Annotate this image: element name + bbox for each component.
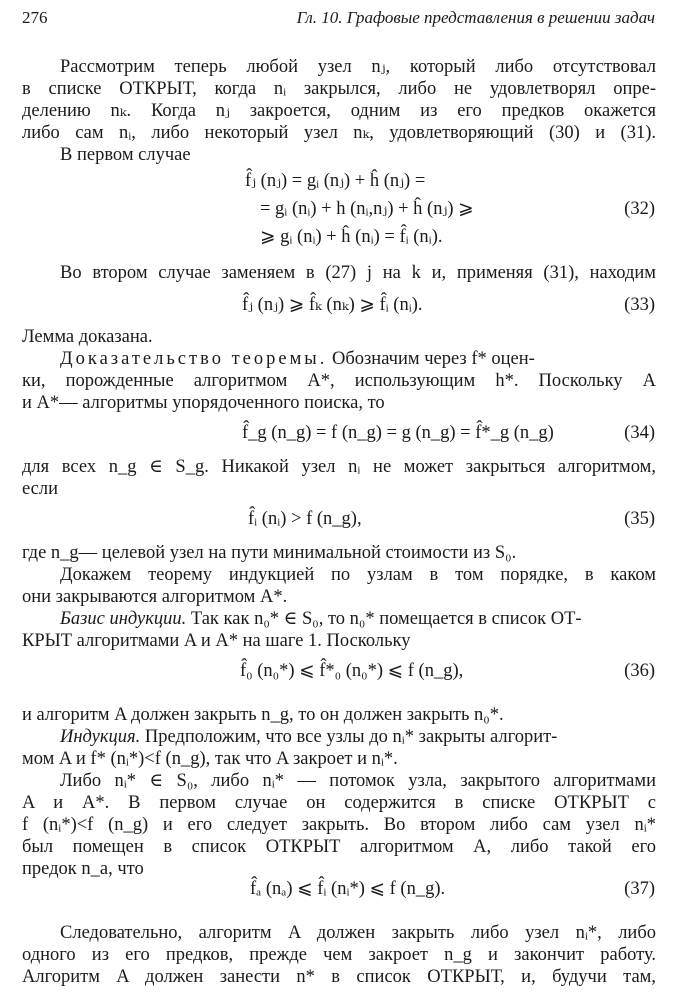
- text-line: Лемма доказана.: [22, 327, 153, 347]
- text-line: делению nₖ. Когда nⱼ закроется, одним из его предков окажется: [22, 101, 656, 121]
- equation-34: f̂_g (n_g) = f (n_g) = g (n_g) = f̂*_g (n_g): [242, 423, 554, 443]
- text-line: одного из его предков, прежде чем закроет n_g и закончит работу.: [22, 945, 656, 965]
- text-run: Так как n₀* ∈ S₀, то n₀* помещается в список ОТ-: [186, 609, 582, 629]
- text-run: Обозначим через f* оцен-: [327, 349, 535, 369]
- equation-32-line-3: ⩾ gᵢ (nᵢ) + ĥ (nᵢ) = f̂ᵢ (nᵢ).: [260, 227, 443, 247]
- text-line: либо сам nᵢ, либо некоторый узел nₖ, удовлетворяющий (30) и (31).: [22, 123, 656, 143]
- equation-33: f̂ⱼ (nⱼ) ⩾ f̂ₖ (nₖ) ⩾ f̂ᵢ (nᵢ).: [242, 295, 423, 315]
- equation-number-32: (32): [624, 199, 655, 219]
- text-line: предок n_a, что: [22, 859, 144, 879]
- text-line: если: [22, 479, 59, 499]
- text-line: для всех n_g ∈ S_g. Никакой узел nᵢ не может закрыться алгоритмом,: [22, 457, 656, 477]
- text-line: [22, 608, 656, 630]
- text-run: Предположим, что все узлы до nᵢ* закрыты алгорит-: [140, 727, 558, 747]
- induction-heading: Индукция.: [60, 727, 141, 747]
- equation-32-line-2: = gᵢ (nᵢ) + h (nᵢ,nⱼ) + ĥ (nⱼ) ⩾: [260, 199, 474, 219]
- page-header: [22, 8, 655, 34]
- induction-base-heading: Базис индукции.: [60, 609, 187, 629]
- equation-number-34: (34): [624, 423, 655, 443]
- proof-heading: Доказательство теоремы.: [60, 349, 328, 369]
- text-line: Следовательно, алгоритм A должен закрыть либо узел nᵢ*, либо: [60, 923, 656, 943]
- text-line: ки, порожденные алгоритмом A*, использующим h*. Поскольку A: [22, 371, 656, 391]
- equation-32-line-1: f̂ⱼ (nⱼ) = gᵢ (nⱼ) + ĥ (nⱼ) =: [245, 171, 426, 191]
- equation-number-33: (33): [624, 295, 655, 315]
- text-line: они закрываются алгоритмом A*.: [22, 587, 288, 607]
- text-line: и A*— алгоритмы упорядоченного поиска, то: [22, 393, 385, 413]
- text-line: где n_g— целевой узел на пути минимальной стоимости из S₀.: [22, 543, 517, 563]
- equation-37: f̂ₐ (nₐ) ⩽ f̂ᵢ (nᵢ*) ⩽ f (n_g).: [250, 879, 446, 899]
- text-line: КРЫТ алгоритмами A и A* на шаге 1. Поскольку: [22, 631, 411, 651]
- equation-number-35: (35): [624, 509, 655, 529]
- equation-36: f̂₀ (n₀*) ⩽ f̂*₀ (n₀*) ⩽ f (n_g),: [240, 661, 464, 681]
- page-number: 276: [22, 8, 48, 27]
- text-line: A и A*. В первом случае он содержится в списке ОТКРЫТ с: [22, 793, 656, 813]
- text-line: мом A и f* (nᵢ*)<f (n_g), так что A закроет и nᵢ*.: [22, 749, 398, 769]
- equation-number-37: (37): [624, 879, 655, 899]
- equation-35: f̂ᵢ (nᵢ) > f (n_g),: [248, 509, 362, 529]
- running-title: Гл. 10. Графовые представления в решении задач: [296, 8, 655, 27]
- text-line: f (nᵢ*)<f (n_g) и его следует закрыть. Во втором либо сам узел nᵢ*: [22, 815, 656, 835]
- text-line: Докажем теорему индукцией по узлам в том порядке, в каком: [60, 565, 656, 585]
- text-line: В первом случае: [60, 145, 191, 165]
- text-line: [22, 348, 656, 370]
- text-line: Рассмотрим теперь любой узел nⱼ, который либо отсутствовал: [60, 57, 656, 77]
- text-line: [22, 726, 656, 748]
- text-line: был помещен в список ОТКРЫТ алгоритмом A, либо такой его: [22, 837, 656, 857]
- text-line: Либо nᵢ* ∈ S₀, либо nᵢ* — потомок узла, закрытого алгоритмами: [60, 771, 656, 791]
- text-line: в списке ОТКРЫТ, когда nᵢ закрылся, либо не удовлетворял опре-: [22, 79, 656, 99]
- text-line: Алгоритм A должен занести n* в список ОТКРЫТ, и, будучи там,: [22, 967, 656, 987]
- equation-number-36: (36): [624, 661, 655, 681]
- text-line: Во втором случае заменяем в (27) j на k и, применяя (31), находим: [60, 263, 656, 283]
- text-line: и алгоритм A должен закрыть n_g, то он должен закрыть n₀*.: [22, 705, 504, 725]
